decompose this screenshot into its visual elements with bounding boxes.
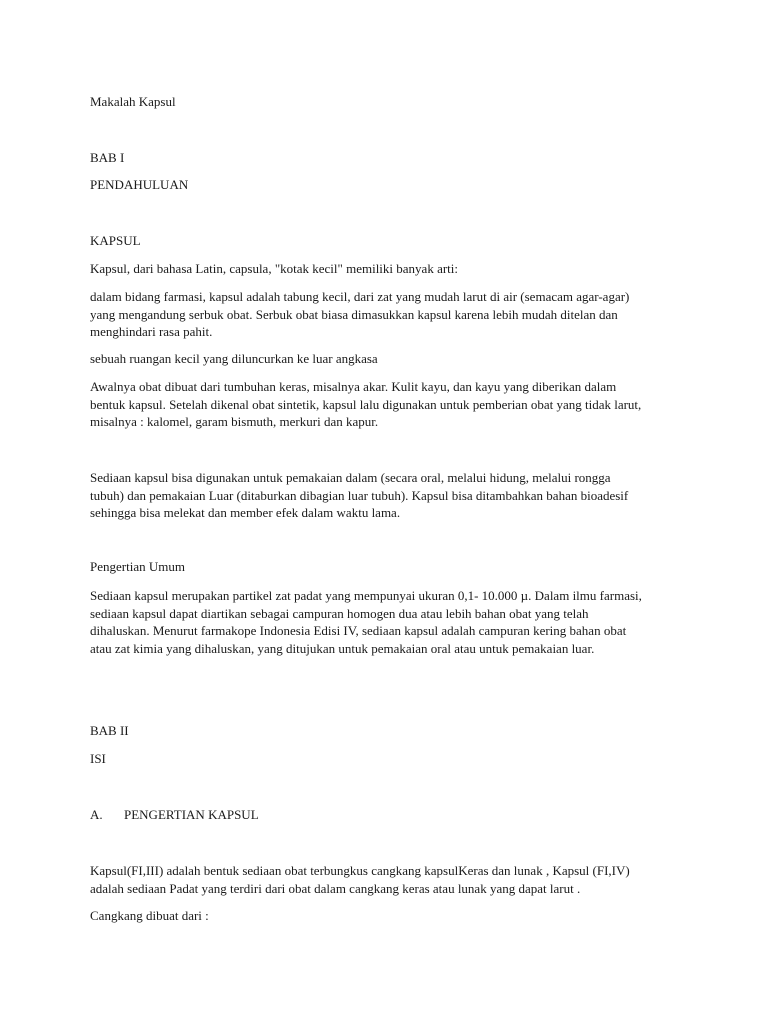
paragraph-line: sehingga bisa melekat dan member efek dalam waktu lama. [90,505,401,520]
paragraph-line: Sediaan kapsul bisa digunakan untuk pemakaian dalam (secara oral, melalui hidung, melalui rongga [90,470,611,485]
section-a-heading [90,807,259,823]
paragraph-line: adalah sediaan Padat yang terdiri dari obat dalam cangkang keras atau lunak yang dapat larut . [90,880,581,896]
paragraph-line: Kapsul(FI,III) adalah bentuk sediaan obat terbungkus cangkang kapsulKeras dan lunak , Kapsul (FI,IV) [90,863,630,878]
definition-1-paragraph [90,288,690,341]
paragraph-line: menghindari rasa pahit. [90,324,213,339]
paragraph-line: misalnya : kalomel, garam bismuth, merkuri dan kapur. [90,414,379,429]
paragraph-line: sediaan kapsul dapat diartikan sebagai campuran homogen dua atau lebih bahan obat yang telah [90,605,589,621]
paragraph-line: bentuk kapsul. Setelah dikenal obat sintetik, kapsul lalu digunakan untuk pemberian obat yang tidak larut, [90,396,642,412]
shell-intro-paragraph: Cangkang dibuat dari : [90,908,209,923]
general-heading: Pengertian Umum [90,559,185,574]
section-a-title: PENGERTIAN KAPSUL [124,807,259,822]
history-paragraph [90,378,690,431]
bab2-title: ISI [90,751,106,766]
bab1-label: BAB I [90,150,125,165]
paragraph-line: dihaluskan. Menurut farmakope Indonesia Edisi IV, sediaan kapsul adalah campuran kering bahan obat [90,623,627,638]
intro-paragraph: Kapsul, dari bahasa Latin, capsula, "kotak kecil" memiliki banyak arti: [90,261,458,276]
paragraph-line: dalam bidang farmasi, kapsul adalah tabung kecil, dari zat yang mudah larut di air (semacam agar-agar) [90,289,630,304]
bab2-label: BAB II [90,723,129,738]
paragraph-line: atau zat kimia yang dihaluskan, yang ditujukan untuk pemakaian oral atau untuk pemakaian luar. [90,640,595,656]
section-a-number: A. [90,807,103,822]
document-title: Makalah Kapsul [90,94,176,109]
paragraph-line: tubuh) dan pemakaian Luar (ditaburkan dibagian luar tubuh). Kapsul bisa ditambahkan bahan bioadesif [90,487,629,503]
general-paragraph [90,587,690,657]
paragraph-line: Sediaan kapsul merupakan partikel zat padat yang mempunyai ukuran 0,1- 10.000 µ. Dalam ilmu farmasi, [90,588,642,603]
definition-2-paragraph: sebuah ruangan kecil yang diluncurkan ke luar angkasa [90,351,378,366]
usage-paragraph [90,469,690,522]
paragraph-line: yang mengandung serbuk obat. Serbuk obat biasa dimasukkan kapsul karena lebih mudah ditelan dan [90,306,618,322]
paragraph-line: Awalnya obat dibuat dari tumbuhan keras, misalnya akar. Kulit kayu, dan kayu yang diberikan dalam [90,379,617,394]
bab1-title: PENDAHULUAN [90,177,189,192]
definition-paragraph [90,862,690,897]
section-kapsul-heading: KAPSUL [90,233,141,248]
